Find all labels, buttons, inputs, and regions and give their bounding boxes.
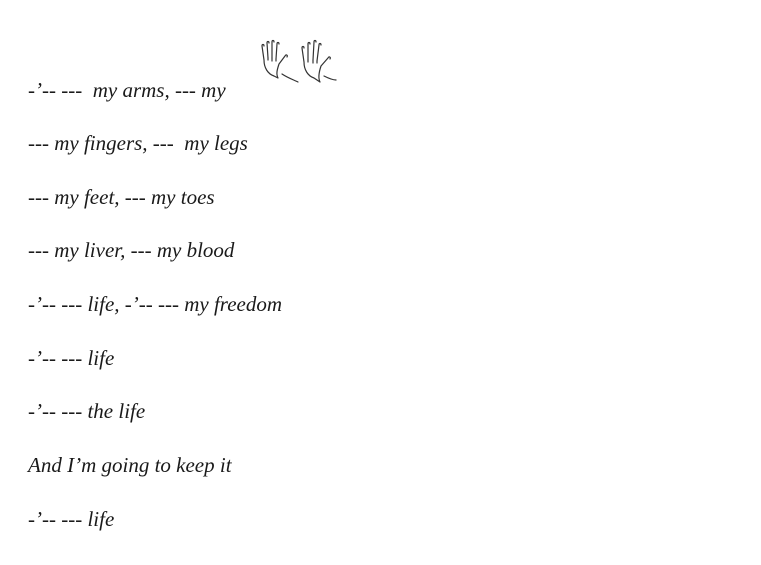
lyric-line-8: And I’m going to keep it <box>28 453 232 477</box>
lyric-line-5: -’-- --- life, -’-- --- my freedom <box>28 292 282 316</box>
lyric-line-4: --- my liver, --- my blood <box>28 238 235 262</box>
lyric-line-2: --- my fingers, --- my legs <box>28 131 248 155</box>
lyric-line-3: --- my feet, --- my toes <box>28 185 215 209</box>
raised-hands-icon <box>258 38 340 86</box>
lyric-line-6: -’-- --- life <box>28 346 115 370</box>
lyric-line-1: -’-- --- my arms, --- my <box>28 78 226 102</box>
lyric-line-9: -’-- --- life <box>28 507 115 531</box>
lyric-line-7: -’-- --- the life <box>28 399 146 423</box>
